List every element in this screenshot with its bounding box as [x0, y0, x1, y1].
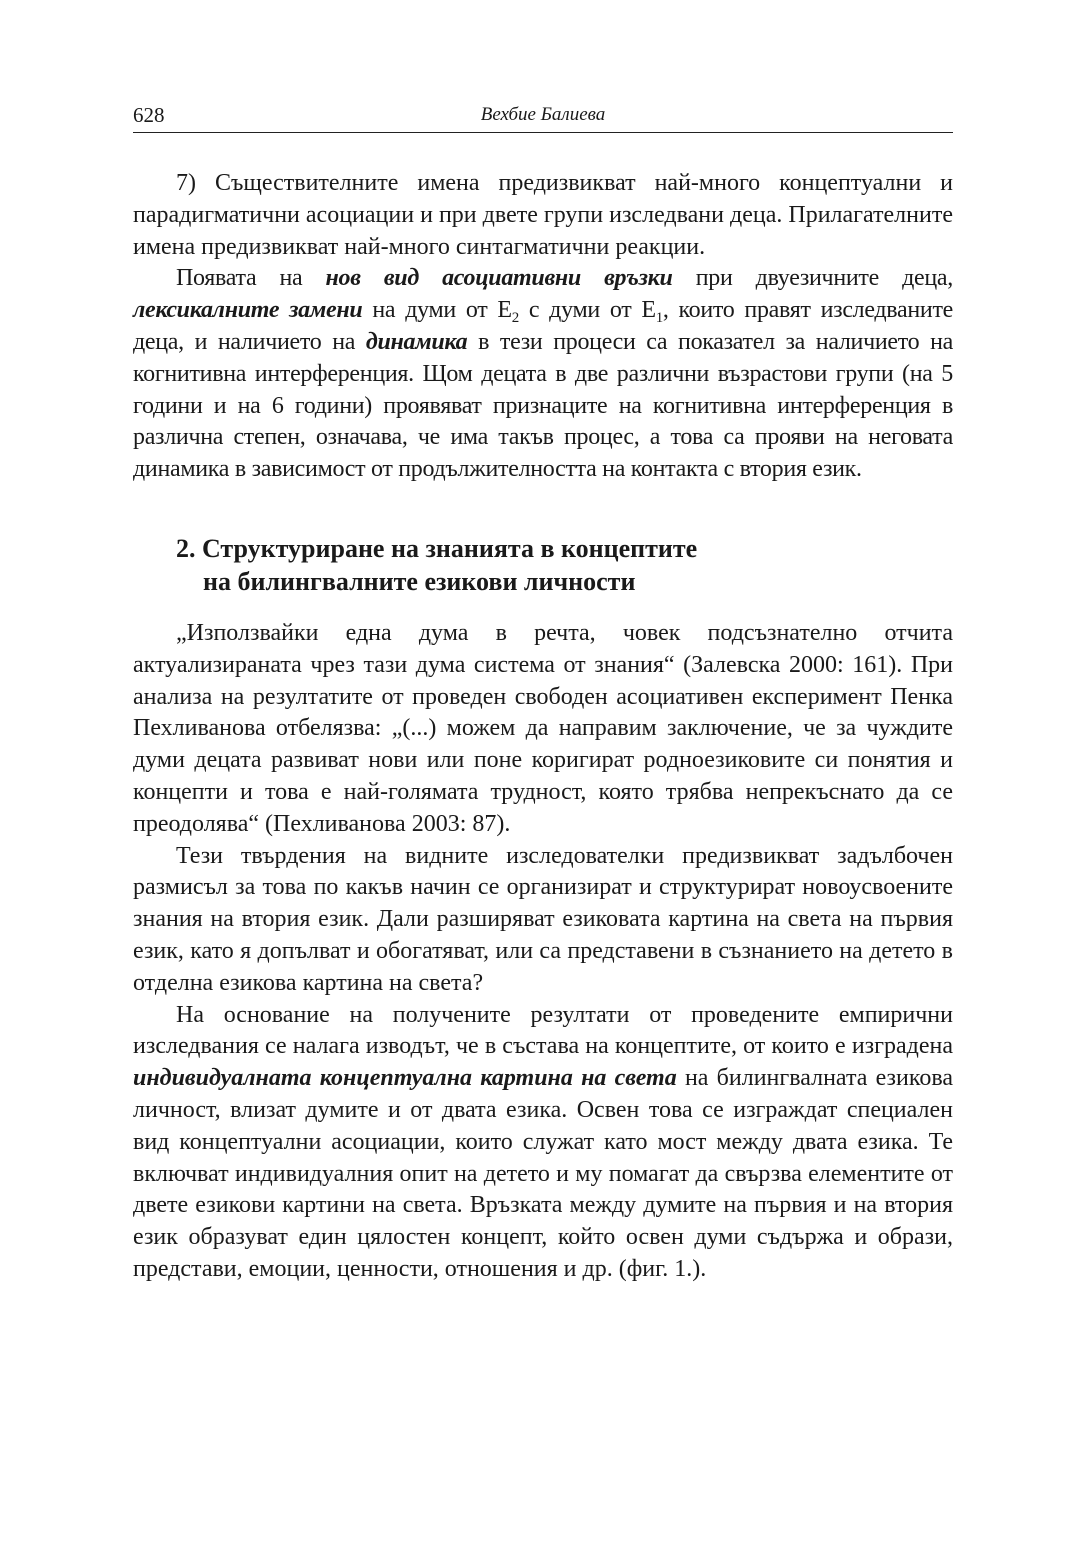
text-run: в тези процеси са показател за наличието на когнитивна интерференция. Щом децата в две различни възрастови групи (на 5 години и на 6 години) проявяват признаците на когнитивна интерференция в различна степен, означава, че има такъв процес, а това са прояви на неговата динамика в зависимост от продължителността на контакта с втория език. [133, 328, 953, 483]
subscript: 2 [511, 310, 519, 327]
text-run: при двуезичните деца, [672, 265, 953, 292]
text-run: , които правят изследваните деца, и наличието на [133, 297, 953, 355]
emphasis-term: динамика [365, 328, 468, 355]
page-header [133, 102, 953, 133]
emphasis-term: лексикалните замени [133, 297, 363, 324]
page-number: 628 [133, 103, 165, 127]
section-heading [176, 532, 953, 598]
text-run: Появата на [176, 265, 326, 292]
text-run: на думи от Е [362, 297, 512, 324]
paragraph-4: Тези твърдения на видните изследователки предизвикват задълбочен размисъл за това по какъв начин се организират и структурират новоусвоените знания на втория език. Дали разширяват езиковата картина на света на първия език, като я допълват и обогатяват, или са представени в съзнанието на детето в отделна езикова картина на света? [133, 842, 953, 996]
text-run: с думи от Е [518, 297, 656, 324]
paragraph-5 [133, 1000, 953, 1286]
section-heading-line-2: на билингвалните езикови личности [203, 566, 636, 596]
paragraph-1: 7) Съществителните имена предизвикват най-много концептуални и парадигматични асоциации и при двете групи изследвани деца. Прилагателните имена предизвикват най-много синтагматични реакции. [133, 170, 953, 260]
body-text [133, 168, 953, 1286]
running-head-author: Вехбие Балиева [480, 104, 606, 125]
paragraph-3: „Използвайки една дума в речта, човек подсъзнателно отчита актуализираната чрез тази дума система от знания“ (Залевска 2000: 161). При анализа на резултатите от проведен свободен асоциативен експеримент Пенка Пехливанова отбелязва: „(...) можем да направим заключение, че за чуждите думи децата развиват нови или поне коригират родноезиковите си понятия и концепти и това е най-голямата трудност, която трябва непрекъснато да се преодолява“ (Пехливанова 2003: 87). [133, 619, 953, 837]
text-run: На основание на получените резултати от проведените емпирични изследвания се налага изводът, че в състава на концептите, от които е изградена [133, 1001, 953, 1060]
section-heading-line-1: 2. Структуриране на знанията в концептите [176, 533, 698, 563]
paragraph-2 [133, 263, 953, 486]
emphasis-term: нов вид асоциативни връзки [325, 265, 673, 292]
emphasis-term: индивидуалната концептуална картина на света [133, 1065, 677, 1092]
text-run: на билингвалната езикова личност, влизат думите и от двата езика. Освен това се изграждат специален вид концептуални асоциации, които служат като мост между двата езика. Те включват индивидуалния опит на детето и му помагат да свързва елементите от двете езикови картини на света. Връзката между думите на първия и на втория език образуват един цялостен концепт, който освен думи съдържа и образи, представи, емоции, ценности, отношения и др. (фиг. 1.). [133, 1065, 953, 1282]
subscript: 1 [655, 310, 663, 327]
